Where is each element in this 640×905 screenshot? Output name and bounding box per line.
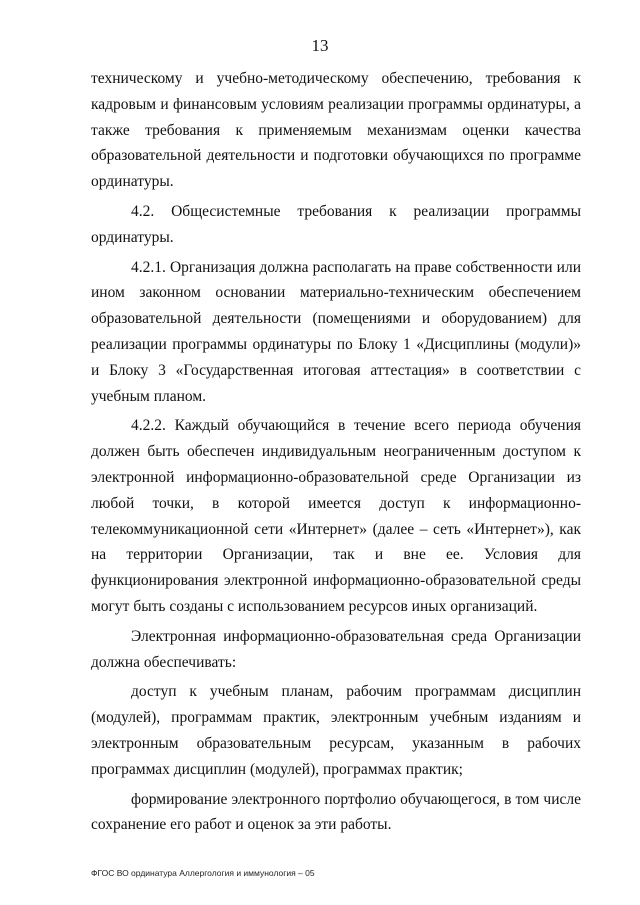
paragraph-eios-portfolio: формирование электронного портфолио обучающегося, в том числе сохранение его работ и оценок за эти работы. [91,790,581,834]
paragraph-eios-access: доступ к учебным планам, рабочим программам дисциплин (модулей), программам практик, электронным учебным изданиям и электронным образовательным ресурсам, указанным в рабочих программах дисциплин (модулей), программах практик; [91,683,581,778]
page-footer: ФГОС ВО ординатура Аллергология и иммунология – 05 [91,868,315,878]
page-number: 13 [311,36,329,55]
paragraph-section-4-2-2: 4.2.2. Каждый обучающийся в течение всего периода обучения должен быть обеспечен индивидуальным неограниченным доступом к электронной информационно-образовательной среде Организации из любой точки, в которой имеется доступ к информационно-телекоммуникационной сети «Интернет» (далее – сеть «Интернет»), как на территории Организации, так и вне ее. Условия для функционирования электронной информационно-образовательной среды могут быть созданы с использованием ресурсов иных организаций. [91,417,581,615]
paragraph-eios-intro: Электронная информационно-образовательная среда Организации должна обеспечивать: [91,627,581,671]
paragraph-continuation: техническому и учебно-методическому обеспечению, требования к кадровым и финансовым условиям реализации программы ординатуры, а также требования к применяемым механизмам оценки качества образовательной деятельности и подготовки обучающихся по программе ординатуры. [91,70,581,191]
paragraph-section-4-2-1: 4.2.1. Организация должна располагать на праве собственности или ином законном основании материально-техническим обеспечением образовательной деятельности (помещениями и оборудованием) для реализации программы ординатуры по Блоку 1 «Дисциплины (модули)» и Блоку 3 «Государственная итоговая аттестация» в соответствии с учебным планом. [91,258,581,405]
paragraph-section-4-2: 4.2. Общесистемные требования к реализации программы ординатуры. [91,202,581,246]
document-body [91,66,581,838]
